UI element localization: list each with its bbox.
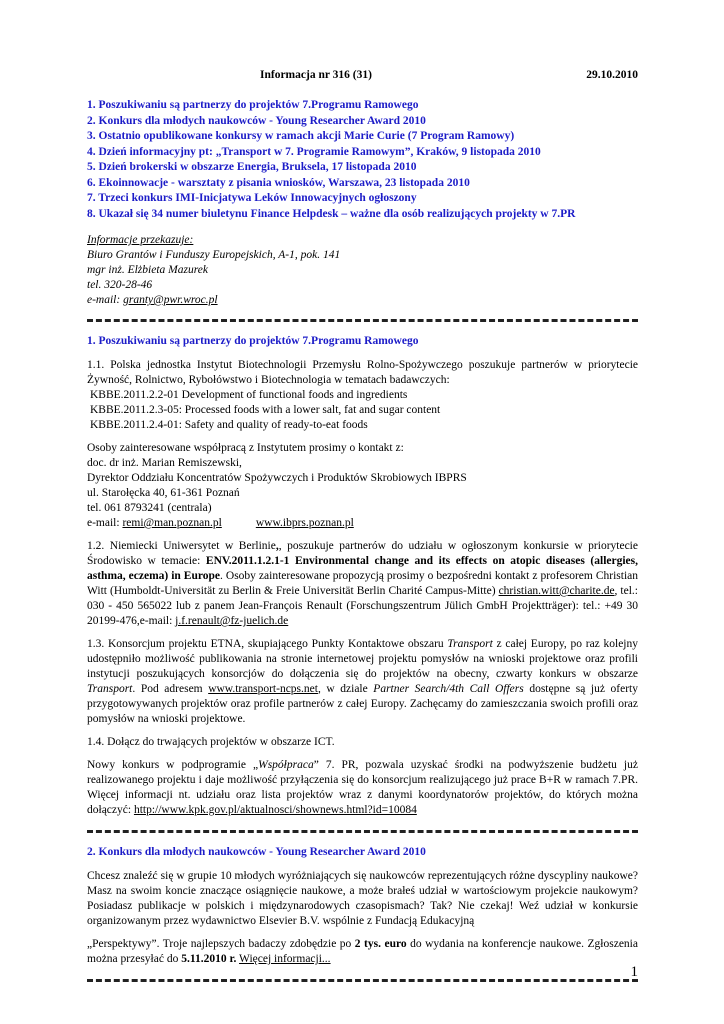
section-1-1-intro: 1.1. Polska jednostka Instytut Biotechnologii Przemysłu Rolno-Spożywczego poszukuje partnerów w priorytecie Żywność, Rolnictwo, Rybołówstwo i Biotechnologia w tematach badawczych: xyxy=(87,359,638,386)
table-of-contents xyxy=(87,98,638,222)
contact-phone: tel. 320-28-46 xyxy=(87,279,153,291)
toc-item[interactable]: 1. Poszukiwaniu są partnerzy do projektów 7.Programu Ramowego xyxy=(87,99,419,111)
contact-email-line: e-mail: remi@man.poznan.pl www.ibprs.poznan.pl xyxy=(87,517,354,529)
contact-block xyxy=(87,233,638,308)
section-1-2: 1.2. Niemiecki Uniwersytet w Berlinie,, poszukuje partnerów do udziału w ogłoszonym konkursie w priorytecie Środowisko w temacie: ENV.2011.1.2.1-1 Environmental change and its effects on atopic diseases (allergies, asthma, eczema) in Europe. Osoby zainteresowane propozycją prosimy o bezpośredni kontakt z profesorem Christian Witt (Humboldt-Universität zu Berlin & Freie Universität Berlin Charité Campus-Mitte) christian.witt@charite.de, tel.: 030 - 450 565022 lub z panem Jean-François Renault (Forschungszentrum Jülich GmbH Projektträger): tel.: +49 30 20199-476,e-mail: j.f.renault@fz-juelich.de xyxy=(87,540,638,627)
newsletter-date: 29.10.2010 xyxy=(586,69,638,81)
website-link[interactable]: www.transport-ncps.net xyxy=(208,683,318,695)
section-1-title: 1. Poszukiwaniu są partnerzy do projektów 7.Programu Ramowego xyxy=(87,335,419,347)
contact-line: tel. 061 8793241 (centrala) xyxy=(87,502,212,514)
topic-item: KBBE.2011.2.3-05: Processed foods with a lower salt, fat and sugar content xyxy=(90,404,441,416)
contact-line: Dyrektor Oddziału Koncentratów Spożywczych i Produktów Skrobiowych IBPRS xyxy=(87,472,467,484)
email-link[interactable]: remi@man.poznan.pl xyxy=(122,517,222,529)
contact-office: Biuro Grantów i Funduszy Europejskich, A-1, pok. 141 xyxy=(87,249,341,261)
contact-person: mgr inż. Elżbieta Mazurek xyxy=(87,264,208,276)
section-divider xyxy=(87,319,638,322)
email-link[interactable]: j.f.renault@fz-juelich.de xyxy=(175,615,289,627)
section-divider xyxy=(87,830,638,833)
page-number: 1 xyxy=(630,964,638,980)
topic-list xyxy=(87,388,638,433)
toc-item[interactable]: 5. Dzień brokerski w obszarze Energia, Bruksela, 17 listopada 2010 xyxy=(87,161,417,173)
section-1-4-heading: 1.4. Dołącz do trwających projektów w obszarze ICT. xyxy=(87,736,335,748)
contact-heading: Informacje przekazuje: xyxy=(87,234,194,246)
newsletter-header xyxy=(87,68,638,83)
contact-email-line: e-mail: granty@pwr.wroc.pl xyxy=(87,294,218,306)
section-2-details: „Perspektywy”. Troje najlepszych badaczy zdobędzie po 2 tys. euro do wydania na konferencje naukowe. Zgłoszenia można przesyłać do 5.11.2010 r. Więcej informacji... xyxy=(87,938,638,965)
website-link[interactable]: http://www.kpk.gov.pl/aktualnosci/shownews.html?id=10084 xyxy=(133,804,417,816)
toc-item[interactable]: 8. Ukazał się 34 numer biuletynu Finance Helpdesk – ważne dla osób realizujących projekty w 7.PR xyxy=(87,207,576,220)
toc-item[interactable]: 7. Trzeci konkurs IMI-Inicjatywa Leków Innowacyjnych ogłoszony xyxy=(87,192,417,204)
contact-line: Osoby zainteresowane współpracą z Instytutem prosimy o kontakt z: xyxy=(87,442,404,454)
section-divider xyxy=(87,979,638,982)
email-link[interactable]: christian.witt@charite.de xyxy=(498,585,615,597)
document-page xyxy=(87,68,638,994)
section-1-3: 1.3. Konsorcjum projektu ETNA, skupiającego Punkty Kontaktowe obszaru Transport z całej Europy, po raz kolejny udostępniło możliwość publikowania na stronie internetowej projektu pomysłów na wnioski projektowe oraz profili instytucji poszukujących konsorcjów do dołączenia się do projektów na obecny, czwarty konkurs w obszarze Transport. Pod adresem www.transport-ncps.net, w dziale Partner Search/4th Call Offers dostępne są już oferty przygotowywanych projektów oraz profile partnerów z całej Europy. Zachęcamy do zamieszczania swoich profili oraz pomysłów na wnioski projektowe. xyxy=(87,638,638,725)
toc-item[interactable]: 6. Ekoinnowacje - warsztaty z pisania wniosków, Warszawa, 23 listopada 2010 xyxy=(87,176,470,189)
section-2-paragraph: Chcesz znaleźć się w grupie 10 młodych wyróżniających się naukowców reprezentujących różne dyscypliny naukowe? Masz na swoim koncie znaczące osiągnięcie naukowe, a może brałeś udział w wartościowym projekcie naukowym? Posiadasz publikacje w polskich i międzynarodowych czasopismach? Tak? Nie czekaj! Weź udział w konkursie organizowanym przez wydawnictwo Elsevier B.V. wspólnie z Fundacją Edukacyjną xyxy=(87,870,638,927)
section-1-1-contact xyxy=(87,441,638,531)
newsletter-title: Informacja nr 316 (31) xyxy=(260,69,372,81)
contact-line: doc. dr inż. Marian Remiszewski, xyxy=(87,457,242,469)
topic-item: KBBE.2011.2.2-01 Development of functional foods and ingredients xyxy=(90,389,408,401)
topic-item: KBBE.2011.2.4-01: Safety and quality of ready-to-eat foods xyxy=(90,419,368,431)
toc-item[interactable]: 2. Konkurs dla młodych naukowców - Young Researcher Award 2010 xyxy=(87,114,426,127)
contact-email-link[interactable]: granty@pwr.wroc.pl xyxy=(123,294,218,306)
website-link[interactable]: www.ibprs.poznan.pl xyxy=(255,517,354,529)
toc-item[interactable]: 4. Dzień informacyjny pt: „Transport w 7. Programie Ramowym”, Kraków, 9 listopada 2010 xyxy=(87,145,541,158)
section-2-title: 2. Konkurs dla młodych naukowców - Young Researcher Award 2010 xyxy=(87,846,426,858)
contact-line: ul. Starołęcka 40, 61-361 Poznań xyxy=(87,487,240,499)
toc-item[interactable]: 3. Ostatnio opublikowane konkursy w ramach akcji Marie Curie (7 Program Ramowy) xyxy=(87,130,515,142)
section-1-4: Nowy konkurs w podprogramie „Współpraca” 7. PR, pozwala uzyskać środki na podwyższenie budżetu już realizowanego projektu i daje możliwość przyłączenia się do konsorcjum realizującego już prace B+R w ramach 7.PR. Więcej informacji nt. udziału oraz lista projektów wraz z danymi koordynatorów projektów, do których można dołączyć: http://www.kpk.gov.pl/aktualnosci/shownews.html?id=10084 xyxy=(87,759,638,816)
more-info-link[interactable]: Więcej informacji... xyxy=(239,953,331,965)
